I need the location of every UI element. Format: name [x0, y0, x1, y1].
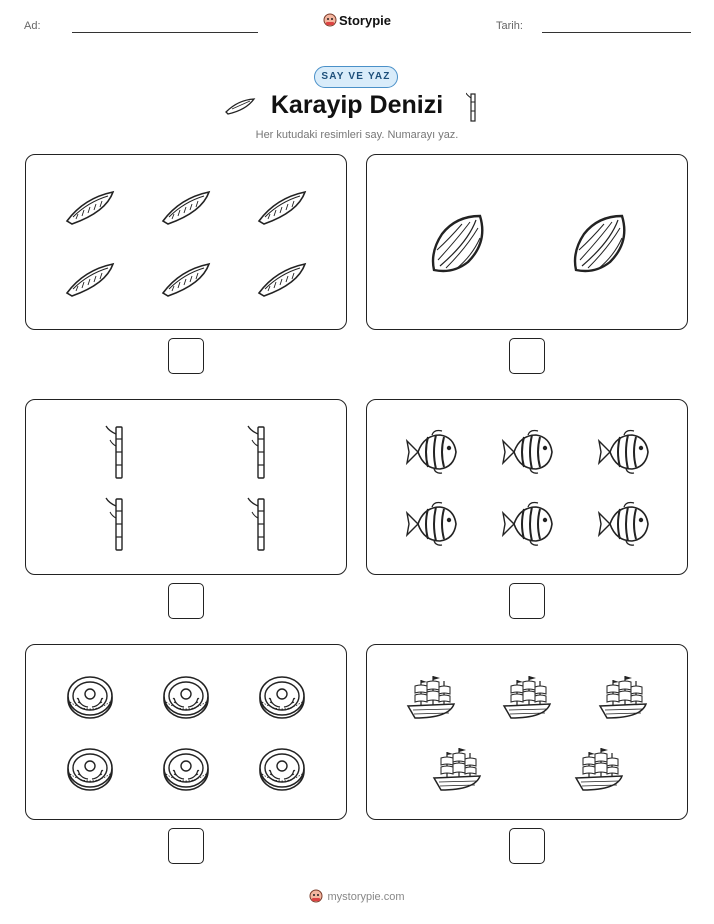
- coin-icon: [66, 746, 114, 792]
- canoe-icon: [256, 188, 308, 226]
- coin-icon: [162, 746, 210, 792]
- tropical-fish-icon: [404, 429, 458, 475]
- cocoa-pod-icon: [570, 212, 628, 274]
- instructions: Her kutudaki resimleri say. Numarayı yaz.: [255, 129, 459, 141]
- tropical-fish-icon: [596, 429, 650, 475]
- counting-card-6: [366, 644, 688, 820]
- footer: [0, 889, 714, 903]
- galleon-ship-icon: [431, 746, 483, 792]
- coin-icon: [66, 674, 114, 720]
- canoe-icon: [64, 188, 116, 226]
- brand-name: Storypie: [338, 13, 391, 28]
- name-label: Ad:: [24, 20, 41, 32]
- sugar-cane-icon: [104, 496, 128, 552]
- brand-logo: [0, 13, 714, 28]
- storypie-mascot-icon: [323, 13, 337, 27]
- footer-url[interactable]: mystorypie.com: [327, 891, 405, 903]
- sugar-cane-icon: [246, 424, 270, 480]
- activity-badge: SAY VE YAZ: [314, 66, 398, 88]
- answer-box-5[interactable]: [168, 828, 204, 864]
- date-line[interactable]: [542, 32, 691, 33]
- sugar-cane-icon: [246, 496, 270, 552]
- tropical-fish-icon: [404, 501, 458, 547]
- coin-icon: [258, 674, 306, 720]
- answer-box-3[interactable]: [168, 583, 204, 619]
- answer-box-6[interactable]: [509, 828, 545, 864]
- cocoa-pod-icon: [428, 212, 486, 274]
- date-label: Tarih:: [496, 20, 523, 32]
- canoe-icon: [64, 260, 116, 298]
- galleon-ship-icon: [405, 674, 457, 720]
- galleon-ship-icon: [501, 674, 553, 720]
- answer-box-2[interactable]: [509, 338, 545, 374]
- coin-icon: [258, 746, 306, 792]
- galleon-ship-icon: [573, 746, 625, 792]
- page-title: Karayip Denizi: [270, 91, 444, 119]
- sugar-cane-icon: [466, 92, 480, 127]
- tropical-fish-icon: [596, 501, 650, 547]
- canoe-icon: [160, 188, 212, 226]
- canoe-icon: [256, 260, 308, 298]
- tropical-fish-icon: [500, 429, 554, 475]
- counting-card-2: [366, 154, 688, 330]
- canoe-icon: [160, 260, 212, 298]
- tropical-fish-icon: [500, 501, 554, 547]
- counting-card-3: [25, 399, 347, 575]
- sugar-cane-icon: [104, 424, 128, 480]
- counting-card-1: [25, 154, 347, 330]
- counting-card-4: [366, 399, 688, 575]
- storypie-mascot-icon: [309, 889, 323, 903]
- counting-card-5: [25, 644, 347, 820]
- answer-box-1[interactable]: [168, 338, 204, 374]
- answer-box-4[interactable]: [509, 583, 545, 619]
- coin-icon: [162, 674, 210, 720]
- name-line[interactable]: [72, 32, 258, 33]
- galleon-ship-icon: [597, 674, 649, 720]
